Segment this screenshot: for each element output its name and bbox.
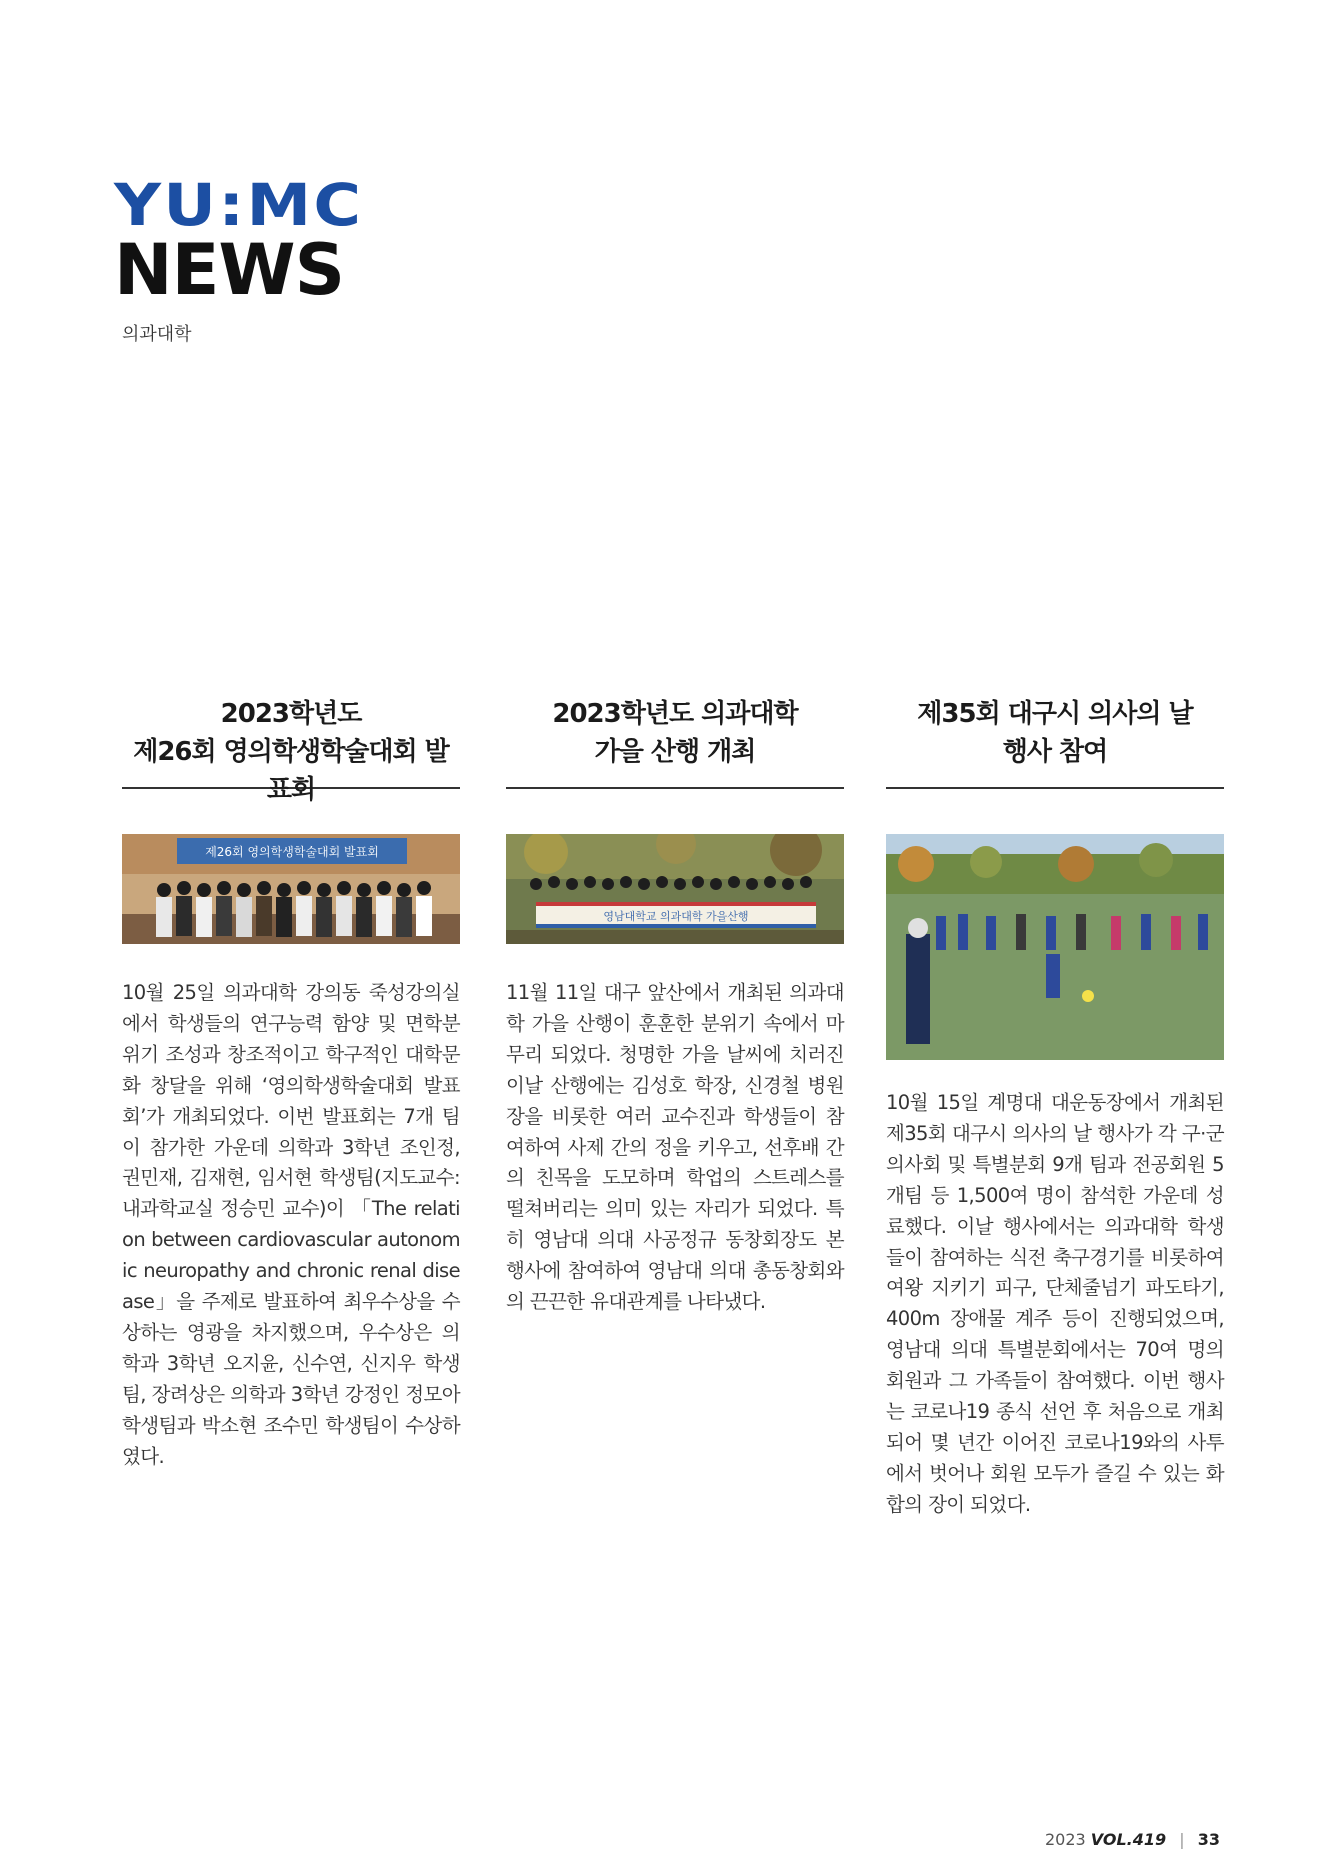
- page-number: 33: [1197, 1830, 1220, 1849]
- news-label: NEWS: [114, 229, 345, 311]
- photo-banner-text: 제26회 영의학생학술대회 발표회: [205, 845, 379, 859]
- yumc-logo-text: YU:MC: [114, 171, 364, 239]
- article-title-line: 제26회 영의학생학술대회 발표회: [133, 737, 449, 805]
- title-divider: [886, 787, 1224, 789]
- article-title-line: 가을 산행 개최: [594, 737, 756, 767]
- footer-separator: |: [1179, 1830, 1185, 1849]
- page-footer: [1045, 1830, 1220, 1849]
- article-title-line: 2023학년도 의과대학: [552, 699, 798, 729]
- footer-volume: VOL.419: [1090, 1830, 1167, 1849]
- article-body: 10월 15일 계명대 대운동장에서 개최된 제35회 대구시 의사의 날 행사가 각 구·군 의사회 및 특별분회 9개 팀과 전공회원 5개팀 등 1,500여 명이 참석한 가운데 성료했다. 이날 행사에서는 의과대학 학생들이 참여하는 식전 축구경기를 비롯하여 여왕 지키기 피구, 단체줄넘기 파도타기, 400m 장애물 계주 등이 진행되었으며, 영남대 의대 특별분회에서는 70여 명의 회원과 그 가족들이 참여했다. 이번 행사는 코로나19 종식 선언 후 처음으로 개최되어 몇 년간 이어진 코로나19와의 사투에서 벗어나 회원 모두가 즐길 수 있는 화합의 장이 되었다.: [886, 1091, 1224, 1516]
- article-title-line: 2023학년도: [220, 699, 362, 729]
- article-photo-academic-conference: [122, 834, 460, 944]
- article-title: [506, 695, 844, 787]
- article-title: [122, 695, 460, 805]
- title-divider: [506, 787, 844, 789]
- article-column-1: [122, 695, 460, 805]
- article-photo-soccer-match: [886, 834, 1224, 1060]
- article-body: 11월 11일 대구 앞산에서 개최된 의과대학 가을 산행이 훈훈한 분위기 속에서 마무리 되었다. 청명한 가을 날씨에 치러진 이날 산행에는 김성호 학장, 신경철 병원장을 비롯한 여러 교수진과 학생들이 참여하여 사제 간의 정을 키우고, 선후배 간의 친목을 도모하며 학업의 스트레스를 떨쳐버리는 의미 있는 자리가 되었다. 특히 영남대 의대 사공정규 동창회장도 본 행사에 참여하여 영남대 의대 총동창회와의 끈끈한 유대관계를 나타냈다.: [506, 981, 844, 1314]
- section-label: 의과대학: [122, 324, 192, 345]
- article-title-line: 제35회 대구시 의사의 날: [917, 699, 1193, 729]
- footer-year: 2023: [1044, 1830, 1086, 1849]
- article-body: 10월 25일 의과대학 강의동 죽성강의실에서 학생들의 연구능력 함양 및 면학분위기 조성과 창조적이고 학구적인 대학문화 창달을 위해 ‘영의학생학술대회 발표회’가 개최되었다. 이번 발표회는 7개 팀이 참가한 가운데 의학과 3학년 조인정, 권민재, 김재현, 임서현 학생팀(지도교수: 내과학교실 정승민 교수)이 「The relation between cardiovascular autonomic neuropathy and chronic renal disease」을 주제로 발표하여 최우수상을 수상하는 영광을 차지했으며, 우수상은 의학과 3학년 오지윤, 신수연, 신지우 학생팀, 장려상은 의학과 3학년 강정인 정모아 학생팀과 박소현 조수민 학생팀이 수상하였다.: [122, 981, 460, 1468]
- article-title-line: 행사 참여: [1002, 737, 1108, 767]
- article-photo-hiking-group: [506, 834, 844, 944]
- photo-banner-text: 영남대학교 의과대학 가을산행: [603, 910, 749, 923]
- yumc-news-logo: [114, 171, 364, 311]
- article-column-2: [506, 695, 844, 789]
- article-title: [886, 695, 1224, 787]
- article-column-3: [886, 695, 1224, 789]
